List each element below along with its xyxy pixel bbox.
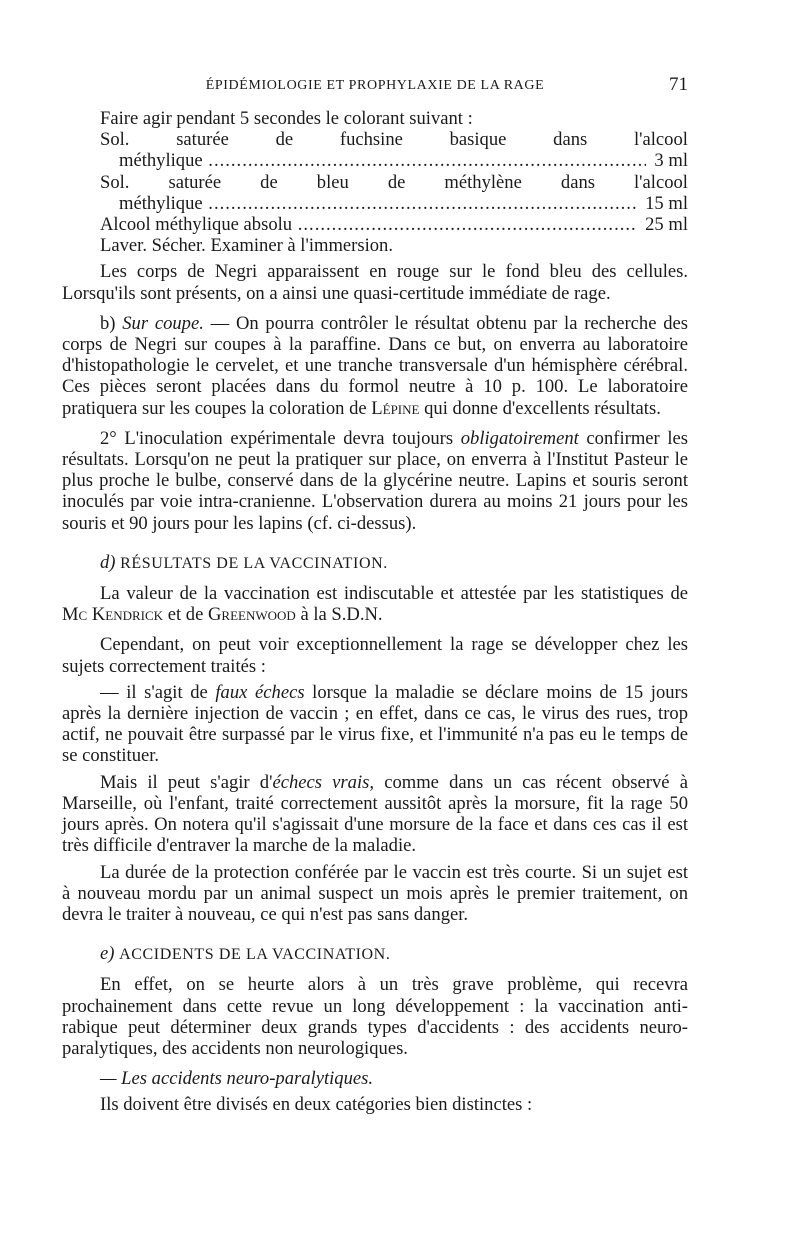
- emphasis: faux échecs: [215, 681, 305, 703]
- section-heading-d: d) RÉSULTATS DE LA VACCINATION.: [100, 551, 388, 573]
- paragraph-duree: La durée de la protection conférée par le vaccin est très courte. Si un sujet est à nouveau mordu par un animal suspect un mois après le premier traitement, on devra le traiter à nouveau, ce qui n'est pas sans danger.: [62, 861, 688, 925]
- subsection-title: Sur coupe.: [122, 312, 204, 334]
- paragraph-echecs-vrais: Mais il peut s'agir d'échecs vrais, comme dans un cas récent observé à Marseille, où l'enfant, traité correctement aussitôt après la morsure, fit la rage 50 jours après. On notera qu'il s'agissait d'une morsure de la face et dans ces cas il est très difficile d'entraver la marche de la maladie.: [62, 771, 688, 857]
- author-name: Mc Kendrick: [62, 604, 164, 626]
- reagent-alcool: Alcool méthylique absolu ..... 25 ml: [62, 214, 688, 235]
- reagent-quantity: 15 ml: [645, 192, 688, 214]
- paragraph-sur-coupe: b) Sur coupe. — On pourra contrôler le résultat obtenu par la recherche des corps de Negri sur coupes à la paraffine. Dans ce but, on enverra au laboratoire d'histopathologie le cervelet, et une tranche transversale d'un hémisphère cérébral. Ces pièces seront placées dans du formol neutre à 10 p. 100. Le laboratoire pratiquera sur les coupes la coloration de Lépine qui donne d'excellents résultats.: [62, 312, 688, 419]
- author-name: Lépine: [371, 397, 420, 419]
- author-name: Greenwood: [207, 604, 296, 626]
- stain-final-step: Laver. Sécher. Examiner à l'immersion.: [100, 235, 394, 257]
- page-body: [62, 108, 688, 1116]
- reagent-bleu-line1: Sol. saturée de bleu de méthylène dans l'alcool: [100, 171, 688, 193]
- page-number: 71: [669, 74, 688, 95]
- paragraph-inoculation: 2° L'inoculation expérimentale devra toujours obligatoirement confirmer les résultats. Lorsqu'on ne peut la pratiquer sur place, on enverra à l'Institut Pasteur le plus proche le bulbe, conservé dans de la glycérine neutre. Lapins et souris seront inoculés par voie intra-cranienne. L'observation durera au moins 21 jours pour les souris et 90 jours pour les lapins (cf. ci-dessus).: [62, 427, 688, 534]
- paragraph-valeur: La valeur de la vaccination est indiscutable et attestée par les statistiques de Mc Kendrick et de Greenwood à la S.D.N.: [62, 583, 688, 626]
- reagent-bleu-line2: méthylique ..... 15 ml: [62, 193, 688, 214]
- paragraph-en-effet: En effet, on se heurte alors à un très grave problème, qui recevra prochainement dans cette revue un long développement : la vaccination anti-rabique peut déterminer deux grands types d'accidents : des accidents neuro-paralytiques, des accidents non neurologiques.: [62, 974, 688, 1059]
- reagent-fuchsine-line2: méthylique ..... 3 ml: [62, 150, 688, 171]
- subheading-neuro-paralytiques: — Les accidents neuro-paralytiques.: [100, 1068, 374, 1090]
- emphasis: échecs vrais,: [272, 771, 375, 793]
- reagent-quantity: 25 ml: [645, 214, 688, 236]
- running-title: ÉPIDÉMIOLOGIE ET PROPHYLAXIE DE LA RAGE: [205, 78, 545, 93]
- paragraph-cependant: Cependant, on peut voir exceptionnellement la rage se développer chez les sujets correctement traités :: [62, 634, 688, 677]
- emphasis: obligatoirement: [460, 427, 579, 449]
- paragraph-negri: Les corps de Negri apparaissent en rouge sur le fond bleu des cellules. Lorsqu'ils sont présents, on a ainsi une quasi-certitude immédiate de rage.: [62, 261, 688, 304]
- paragraph-final: Ils doivent être divisés en deux catégories bien distinctes :: [100, 1094, 533, 1116]
- reagent-quantity: 3 ml: [654, 150, 688, 172]
- page-header: [62, 74, 688, 98]
- reagent-fuchsine-line1: Sol. saturée de fuchsine basique dans l'alcool: [100, 129, 688, 151]
- paragraph-faux-echecs: — il s'agit de faux échecs lorsque la maladie se déclare moins de 15 jours après la dernière injection de vaccin ; en effet, dans ce cas, le virus des rues, trop actif, ne pouvait être surpassé par le virus fixe, et l'immunité n'a pas eu le temps de se constituer.: [62, 681, 688, 767]
- section-heading-e: e) ACCIDENTS DE LA VACCINATION.: [100, 943, 391, 965]
- stain-intro: Faire agir pendant 5 secondes le colorant suivant :: [100, 108, 473, 129]
